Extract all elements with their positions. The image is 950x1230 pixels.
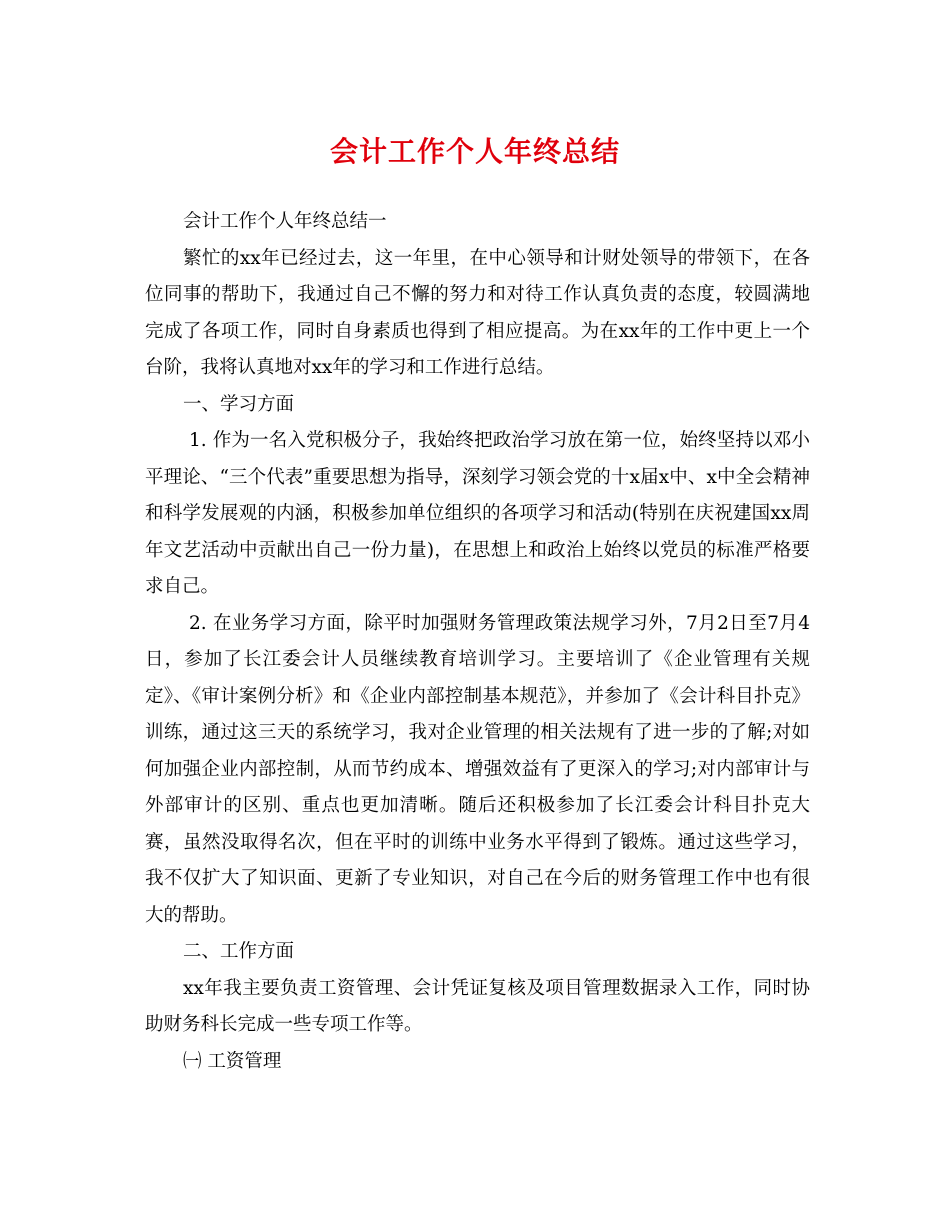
intro-paragraph: 繁忙的xx年已经过去，这一年里，在中心领导和计财处领导的带领下，在各位同事的帮助下，我通过自己不懈的努力和对待工作认真负责的态度，较圆满地完成了各项工作，同时自身素质也得到了相应提高。为在xx年的工作中更上一个台阶，我将认真地对xx年的学习和工作进行总结。 — [145, 247, 810, 378]
document-title: 会计工作个人年终总结 — [329, 135, 620, 168]
subtitle-paragraph: 会计工作个人年终总结一 — [183, 211, 387, 232]
study-item-1: 1. 作为一名入党积极分子，我始终把政治学习放在第一位，始终坚持以邓小平理论、“三个代表”重要思想为指导，深刻学习领会党的十x届x中、x中全会精神和科学发展观的内涵，积极参加单位组织的各项学习和活动(特别在庆祝建国xx周年文艺活动中贡献出自己一份力量)，在思想上和政治上始终以党员的标准严格要求自己。 — [145, 430, 810, 597]
study-item-2: 2. 在业务学习方面，除平时加强财务管理政策法规学习外，7月2日至7月4日，参加了长江委会计人员继续教育培训学习。主要培训了《企业管理有关规定》、《审计案例分析》和《企业内部控制基本规范》，并参加了《会计科目扑克》训练，通过这三天的系统学习，我对企业管理的相关法规有了进一步的了解;对如何加强企业内部控制，从而节约成本、增强效益有了更深入的学习;对内部审计与外部审计的区别、重点也更加清晰。随后还积极参加了长江委会计科目扑克大赛，虽然没取得名次，但在平时的训练中业务水平得到了锻炼。通过这些学习，我不仅扩大了知识面、更新了专业知识，对自己在今后的财务管理工作中也有很大的帮助。 — [145, 612, 810, 926]
work-intro-paragraph: xx年我主要负责工资管理、会计凭证复核及项目管理数据录入工作，同时协助财务科长完成一些专项工作等。 — [145, 977, 810, 1035]
section-heading-work: 二、工作方面 — [183, 941, 295, 962]
document-body — [145, 204, 810, 1080]
section-heading-study: 一、学习方面 — [183, 393, 295, 415]
subsection-heading-payroll: ㈠ 工资管理 — [183, 1050, 282, 1072]
